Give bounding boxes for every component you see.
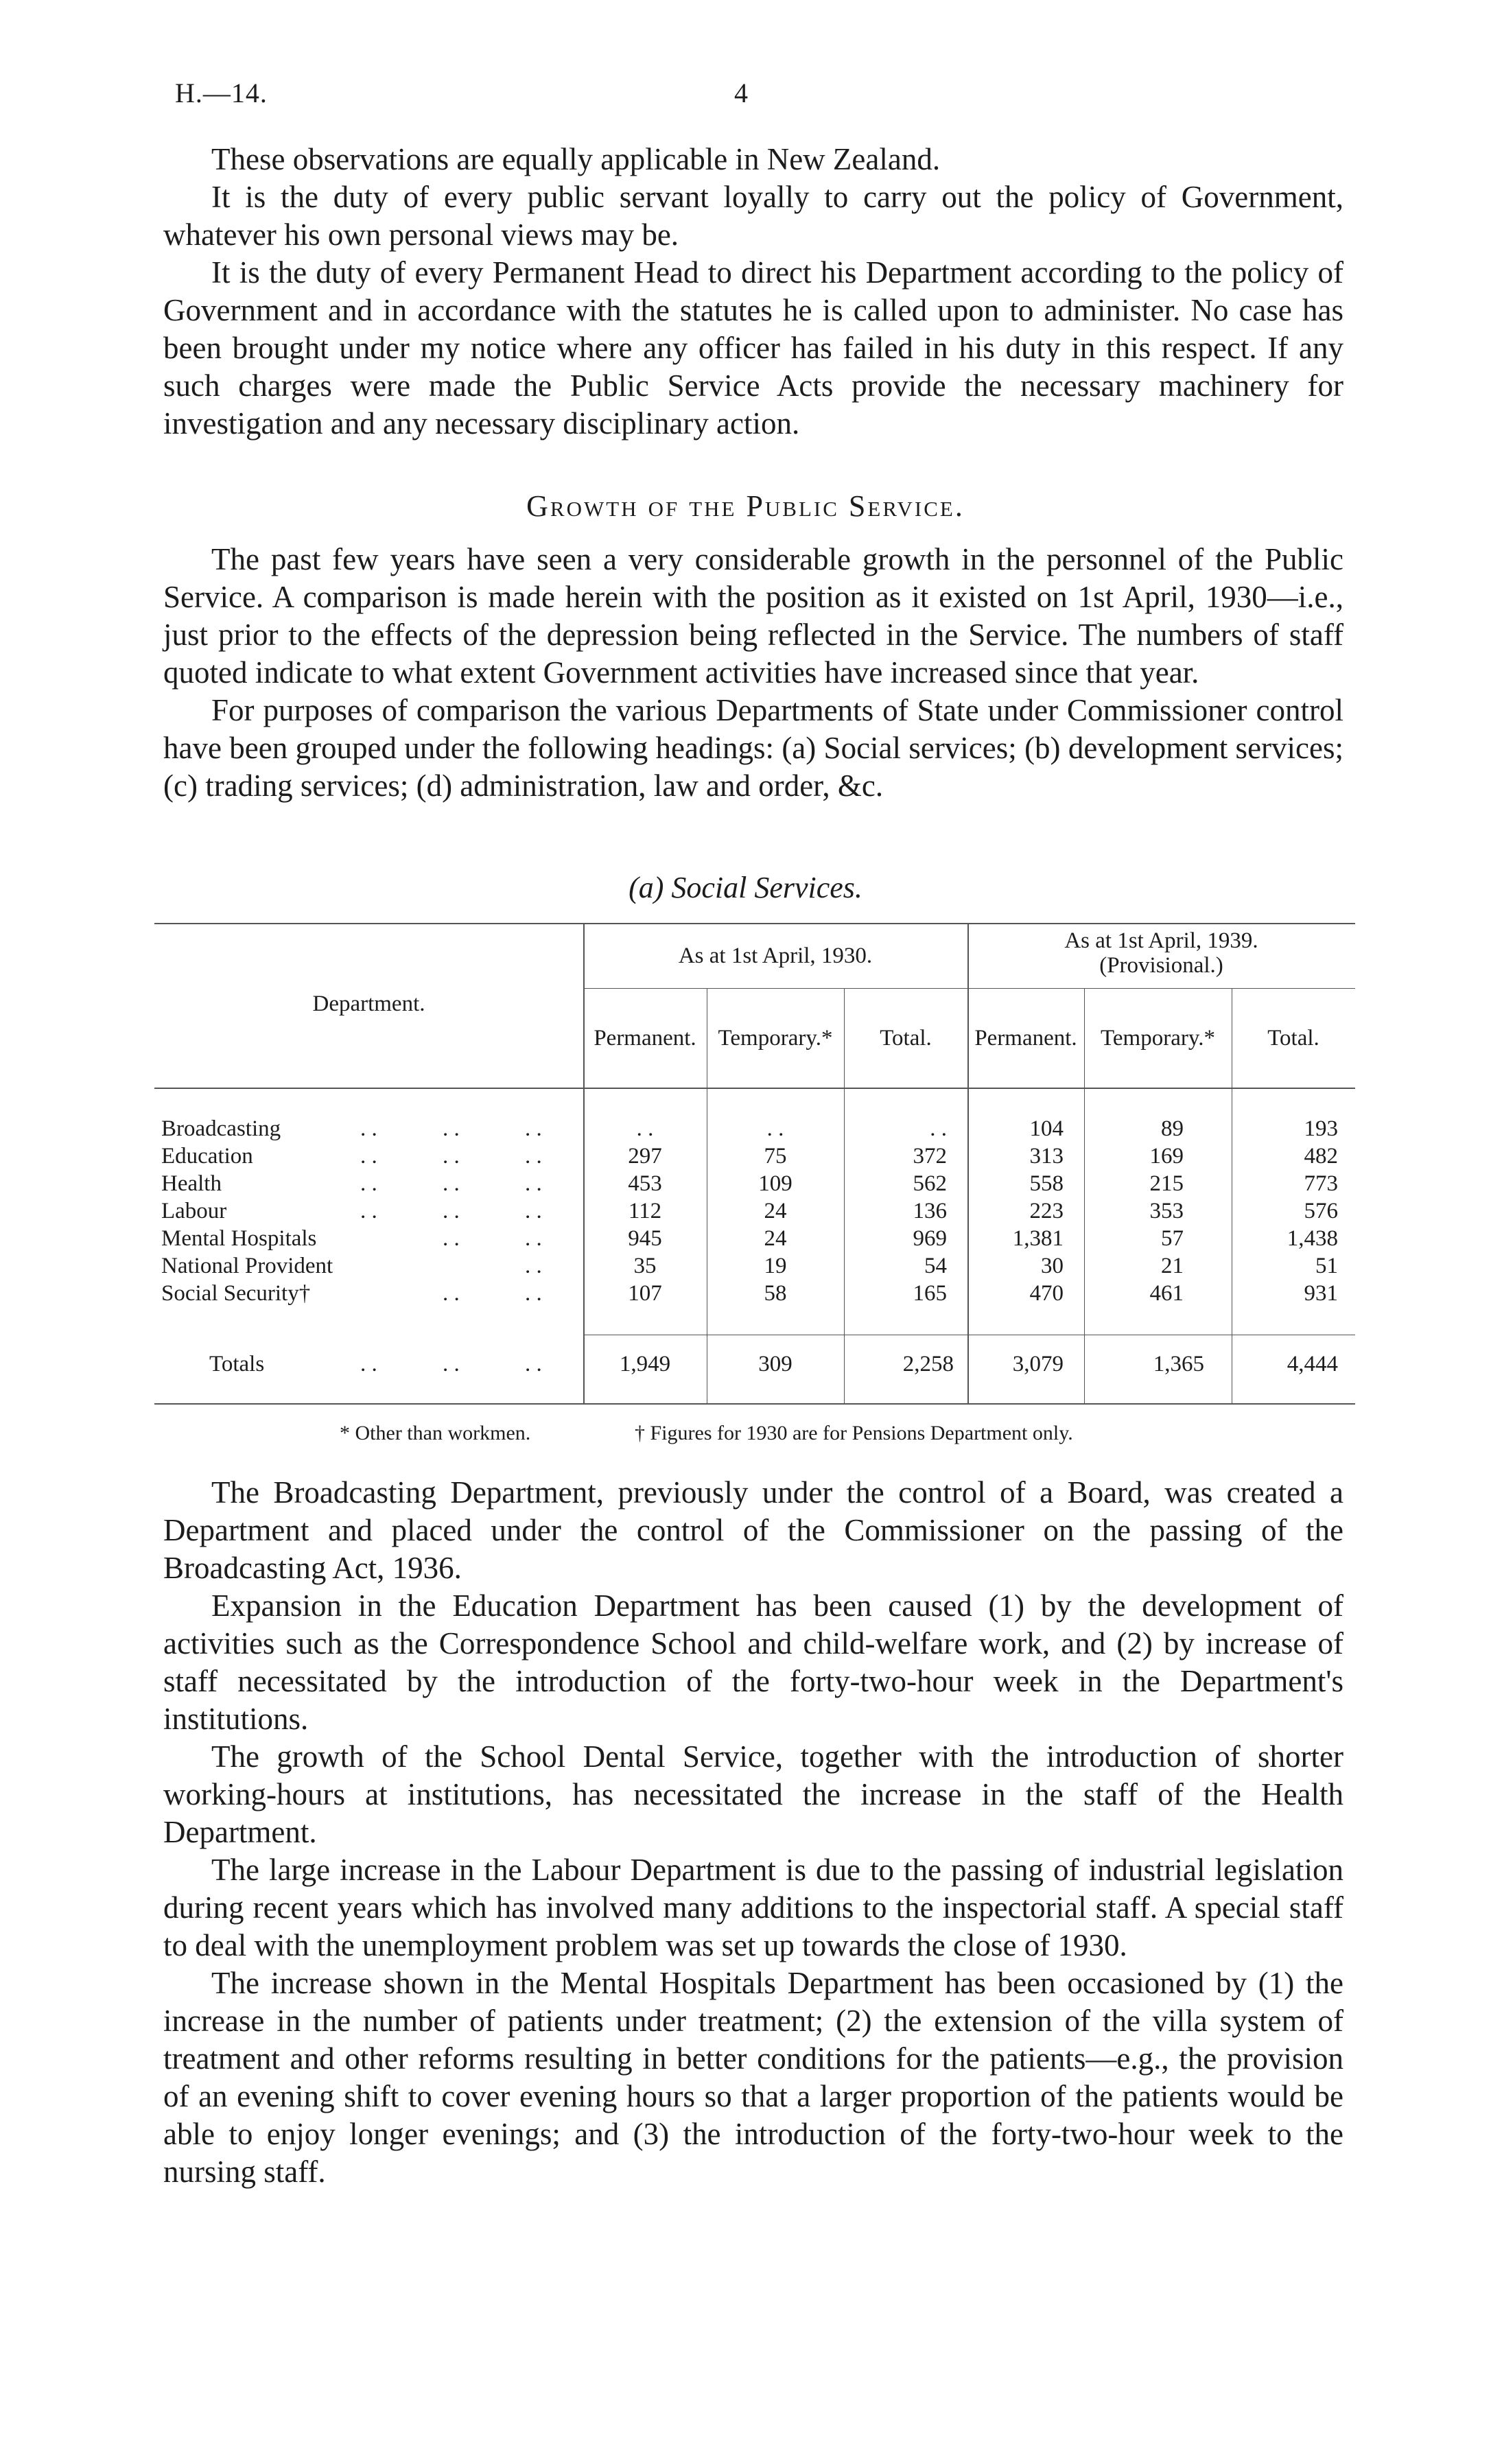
section-heading: Growth of the Public Service. xyxy=(526,489,965,523)
row-leader-dots: . . xyxy=(443,1144,460,1169)
col-header-total-1939: Total. xyxy=(1267,1026,1319,1051)
group-header-rule xyxy=(583,988,1355,989)
table-top-rule xyxy=(154,923,1355,924)
commentary-paragraph-3: The growth of the School Dental Service, together with the introduction of shorter working-hours at institutions, has necessitated the increase in the staff of the Health Department. xyxy=(163,1739,1343,1849)
growth-section xyxy=(163,541,1343,805)
cell-permanent-1939: 104 xyxy=(1029,1116,1064,1141)
row-leader-dots: . . xyxy=(525,1254,542,1278)
totals-label: Totals xyxy=(209,1352,265,1376)
department-header: Department. xyxy=(312,992,425,1016)
col-header-total-1930: Total. xyxy=(880,1026,932,1051)
row-leader-dots: . . xyxy=(525,1144,542,1169)
cell-permanent-1939: 223 xyxy=(1029,1199,1064,1223)
table-title: (a) Social Services. xyxy=(629,871,862,904)
col-header-permanent-1939: Permanent. xyxy=(974,1026,1077,1051)
commentary-paragraph-5: The increase shown in the Mental Hospitals Department has been occasioned by (1) the increase in the number of patients under treatment; (2) the extension of the villa system of treatment and other reforms resulting in better conditions for the patients—e.g., the provision of an evening shift to cover evening hours so that a larger proportion of the patients would be able to enjoy longer evenings; and (3) the introduction of the forty-two-hour week to the nursing staff. xyxy=(163,1966,1343,2189)
row-leader-dots: . . xyxy=(443,1352,460,1376)
table-bottom-rule xyxy=(154,1403,1355,1405)
cell-total-1939: 773 xyxy=(1304,1171,1338,1196)
row-leader-dots: . . xyxy=(360,1144,377,1169)
cell-temporary-1930: . . xyxy=(766,1116,784,1141)
footnote-workmen: * Other than workmen. xyxy=(340,1422,531,1444)
growth-paragraph-1: The past few years have seen a very considerable growth in the personnel of the Public Service. A comparison is made herein with the position as it existed on 1st April, 1930—i.e., just prior to the effects of the depression being reflected in the Service. The numbers of staff quoted indicate to what extent Government activities have increased since that year. xyxy=(163,542,1343,690)
page-number: 4 xyxy=(734,78,748,108)
cell-permanent-1930: 112 xyxy=(628,1199,662,1223)
cell-temporary-1939: 57 xyxy=(1161,1226,1184,1251)
cell-temporary-1939: 21 xyxy=(1161,1254,1184,1278)
row-leader-dots: . . xyxy=(360,1116,377,1141)
row-leader-dots: . . xyxy=(360,1171,377,1196)
cell-temporary-1930: 109 xyxy=(758,1171,793,1196)
total-permanent-1939: 3,079 xyxy=(1012,1352,1064,1376)
row-dept-health: Health xyxy=(161,1171,222,1196)
cell-permanent-1930: 297 xyxy=(628,1144,662,1169)
col-header-temporary-1930: Temporary.* xyxy=(718,1026,833,1051)
header-bottom-rule xyxy=(154,1088,1355,1089)
cell-total-1939: 193 xyxy=(1304,1116,1338,1141)
cell-permanent-1939: 558 xyxy=(1029,1171,1064,1196)
row-leader-dots: . . xyxy=(360,1199,377,1223)
cell-total-1930: . . xyxy=(930,1116,947,1141)
row-dept-broadcasting: Broadcasting xyxy=(161,1116,281,1141)
row-leader-dots: . . xyxy=(360,1352,377,1376)
cell-total-1930: 136 xyxy=(913,1199,947,1223)
row-leader-dots: . . xyxy=(443,1281,460,1306)
commentary-paragraph-2: Expansion in the Education Department has been caused (1) by the development of activities such as the Correspondence School and child-welfare work, and (2) by increase of staff necessitated by the introduction of the forty-two-hour week in the Department's institutions. xyxy=(163,1588,1343,1736)
cell-temporary-1939: 169 xyxy=(1149,1144,1184,1169)
cell-temporary-1939: 353 xyxy=(1149,1199,1184,1223)
cell-temporary-1930: 58 xyxy=(764,1281,787,1306)
cell-temporary-1930: 24 xyxy=(764,1199,787,1223)
cell-temporary-1930: 19 xyxy=(764,1254,787,1278)
cell-permanent-1939: 30 xyxy=(1041,1254,1064,1278)
row-dept-national-provident: National Provident xyxy=(161,1254,333,1278)
cell-total-1930: 969 xyxy=(913,1226,947,1251)
row-dept-education: Education xyxy=(161,1144,253,1169)
total-total-1939: 4,444 xyxy=(1287,1352,1338,1376)
col-header-temporary-1939: Temporary.* xyxy=(1101,1026,1215,1051)
cell-temporary-1939: 89 xyxy=(1161,1116,1184,1141)
cell-permanent-1939: 1,381 xyxy=(1012,1226,1064,1251)
cell-total-1939: 482 xyxy=(1304,1144,1338,1169)
group-header-1930: As at 1st April, 1930. xyxy=(678,943,873,968)
cell-total-1939: 576 xyxy=(1304,1199,1338,1223)
cell-total-1939: 1,438 xyxy=(1287,1226,1338,1251)
group-header-1939: As at 1st April, 1939. xyxy=(1064,928,1258,953)
document-reference: H.—14. xyxy=(175,78,268,108)
intro-paragraph-1: These observations are equally applicable in New Zealand. xyxy=(211,142,941,176)
col-header-permanent-1930: Permanent. xyxy=(594,1026,696,1051)
cell-permanent-1930: . . xyxy=(636,1116,654,1141)
cell-temporary-1930: 75 xyxy=(764,1144,787,1169)
row-leader-dots: . . xyxy=(525,1116,542,1141)
row-leader-dots: . . xyxy=(443,1199,460,1223)
commentary-paragraph-4: The large increase in the Labour Department is due to the passing of industrial legislation during recent years which has involved many additions to the inspectorial staff. A special staff to deal with the unemployment problem was set up towards the close of 1930. xyxy=(163,1853,1343,1962)
cell-permanent-1930: 107 xyxy=(628,1281,662,1306)
intro-section xyxy=(163,141,1343,443)
footnote-pensions: † Figures for 1930 are for Pensions Department only. xyxy=(635,1422,1073,1444)
total-temporary-1930: 309 xyxy=(758,1352,793,1376)
row-leader-dots: . . xyxy=(525,1171,542,1196)
group-header-1939-provisional: (Provisional.) xyxy=(1099,953,1223,978)
total-total-1930: 2,258 xyxy=(902,1352,954,1376)
row-leader-dots: . . xyxy=(443,1171,460,1196)
cell-permanent-1939: 470 xyxy=(1029,1281,1064,1306)
row-dept-labour: Labour xyxy=(161,1199,227,1223)
row-dept-mental-hospitals: Mental Hospitals xyxy=(161,1226,317,1251)
total-temporary-1939: 1,365 xyxy=(1153,1352,1204,1376)
row-dept-social-security: Social Security† xyxy=(161,1281,311,1306)
commentary-section xyxy=(163,1474,1343,2191)
cell-total-1930: 165 xyxy=(913,1281,947,1306)
cell-permanent-1930: 945 xyxy=(628,1226,662,1251)
cell-total-1939: 931 xyxy=(1304,1281,1338,1306)
row-leader-dots: . . xyxy=(443,1226,460,1251)
cell-total-1939: 51 xyxy=(1315,1254,1338,1278)
cell-temporary-1930: 24 xyxy=(764,1226,787,1251)
total-permanent-1930: 1,949 xyxy=(619,1352,671,1376)
cell-total-1930: 54 xyxy=(924,1254,947,1278)
cell-total-1930: 562 xyxy=(913,1171,947,1196)
cell-temporary-1939: 461 xyxy=(1149,1281,1184,1306)
intro-paragraph-3: It is the duty of every Permanent Head to direct his Department according to the policy of Government and in accordance with the statutes he is called upon to administer. No case has been brought under my notice where any officer has failed in his duty in this respect. If any such charges were made the Public Service Acts provide the necessary machinery for investigation and any necessary disciplinary action. xyxy=(163,255,1343,441)
row-leader-dots: . . xyxy=(525,1226,542,1251)
intro-paragraph-2: It is the duty of every public servant loyally to carry out the policy of Government, whatever his own personal views may be. xyxy=(163,180,1343,252)
cell-permanent-1930: 35 xyxy=(633,1254,657,1278)
cell-total-1930: 372 xyxy=(913,1144,947,1169)
cell-temporary-1939: 215 xyxy=(1149,1171,1184,1196)
row-leader-dots: . . xyxy=(525,1352,542,1376)
row-leader-dots: . . xyxy=(525,1281,542,1306)
social-services-table xyxy=(154,923,1355,1417)
growth-paragraph-2: For purposes of comparison the various Departments of State under Commissioner control have been grouped under the following headings: (a) Social services; (b) development services; (c) trading services; (d) administration, law and order, &c. xyxy=(163,693,1343,803)
commentary-paragraph-1: The Broadcasting Department, previously under the control of a Board, was created a Department and placed under the control of the Commissioner on the passing of the Broadcasting Act, 1936. xyxy=(163,1475,1343,1585)
cell-permanent-1930: 453 xyxy=(628,1171,662,1196)
row-leader-dots: . . xyxy=(443,1116,460,1141)
row-leader-dots: . . xyxy=(525,1199,542,1223)
cell-permanent-1939: 313 xyxy=(1029,1144,1064,1169)
